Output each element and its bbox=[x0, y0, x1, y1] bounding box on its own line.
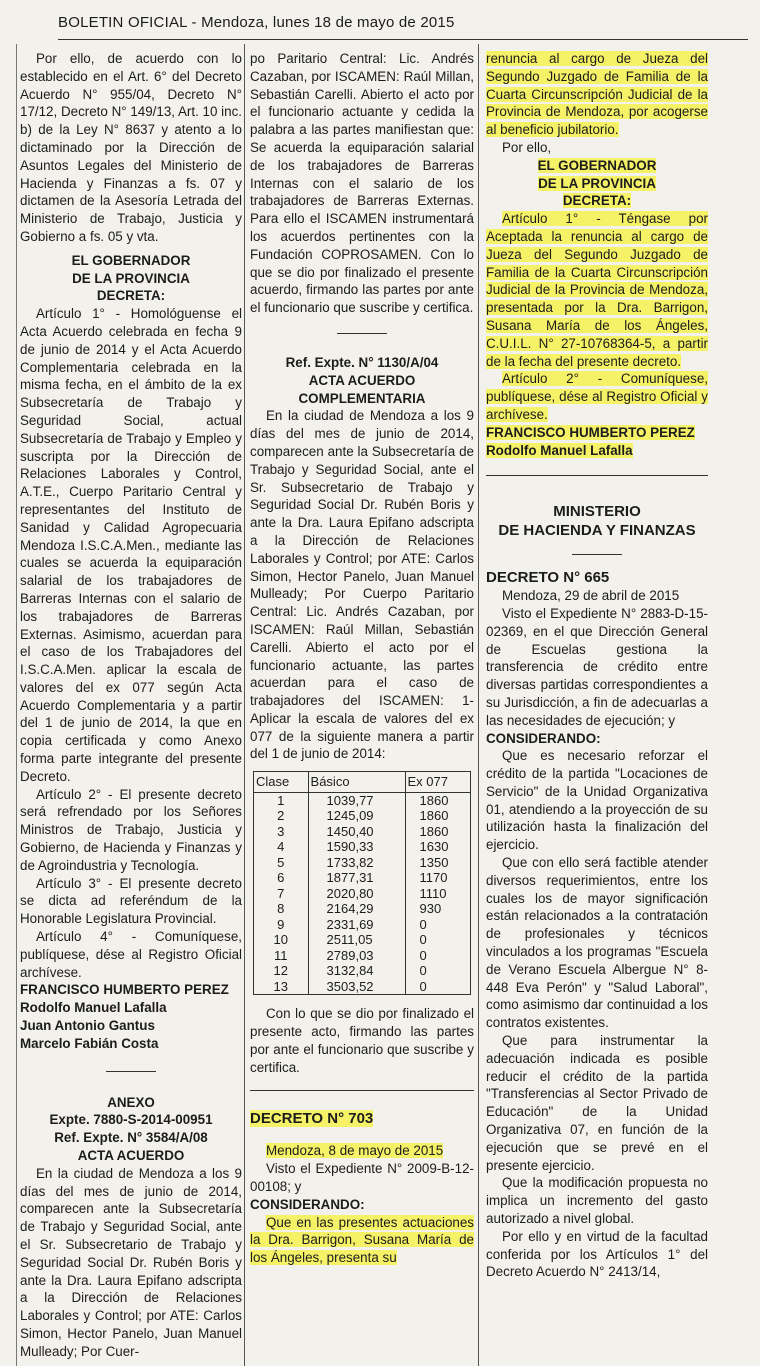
paragraph: renuncia al cargo de Jueza del Segundo Juzgado de Familia de la Cuarta Circunscripción Judicial de la Provincia de Mendoza, por acogerse al beneficio jubilatorio. bbox=[486, 51, 708, 138]
cell-ex077: 1110 bbox=[405, 886, 471, 902]
considerando-2: Que con ello será factible atender diversos requerimientos, entre los cuales los de mayor significación están relacionados a la contratación de profesionales y técnicos vinculados a los programas "Escuela de Verano Escuela Albergue N° 8-448 Eva Perón" y "Salud Laboral", como asimismo dar continuidad a los contratos existentes. bbox=[486, 855, 708, 1031]
cell-clase: 3 bbox=[277, 823, 285, 839]
heading-provincia: DE LA PROVINCIA bbox=[72, 270, 190, 286]
cell-basico: 2511,05 bbox=[308, 932, 405, 948]
column-3 bbox=[486, 50, 708, 1281]
table-body bbox=[254, 792, 471, 995]
decreto-703-title: DECRETO N° 703 bbox=[250, 1110, 374, 1128]
cell-basico: 2331,69 bbox=[308, 917, 405, 933]
cell-ex077: 1630 bbox=[405, 839, 471, 855]
cell-clase: 7 bbox=[277, 885, 285, 901]
table-row bbox=[254, 948, 471, 964]
article-1: Artículo 1° - Homológuense el Acta Acuerdo celebrada en fecha 9 de junio de 2014 y el Acta Acuerdo Complementaria celebrada en la misma fecha, en el ámbito de la ex Subsecretaría de Trabajo y Seguridad Social, actual Subsecretaría de Trabajo y Empleo y suscripta por la Dirección de Relaciones Laborales y Control, A.T.E., Cuerpo Paritario Central y representantes del Instituto de Sanidad y Calidad Agropecuaria Mendoza I.S.C.A.Men., mediante las cuales se acuerda la equiparación salarial de los trabajadores de Barreras Internas con el salario de los trabajadores de Barreras Externas. Asimismo, acuerdan para el caso de los Trabajadores del I.S.C.A.Men. aplicar la escala de valores del ex 077 según Acta Acuerdo Complementaria y a partir del 1 de junio de 2014, la que en copia certificada y como Anexo forma parte integrante del presente Decreto. bbox=[20, 306, 242, 784]
heading-decreta: DECRETA: bbox=[562, 193, 632, 209]
page-header: BOLETIN OFICIAL - Mendoza, lunes 18 de mayo de 2015 bbox=[58, 14, 748, 40]
cell-ex077: 930 bbox=[405, 901, 471, 917]
cell-basico: 2020,80 bbox=[308, 886, 405, 902]
decreto-665-title: DECRETO N° 665 bbox=[486, 569, 610, 587]
col-header-ex077: Ex 077 bbox=[405, 772, 471, 793]
signature-2: Rodolfo Manuel Lafalla bbox=[486, 442, 633, 458]
paragraph: po Paritario Central: Lic. Andrés Cazaban, por ISCAMEN: Raúl Millan, Sebastián Carelli. Abierto el acto por el funcionario actuante y cedida la palabra a las partes manifiestan que: Se acuerda la equiparación salarial de los trabajadores de Barreras Internas con el salario de los trabajadores de Barreras Externas. Para ello el ISCAMEN instrumentará los acuerdos pertinentes con la Fundación COPROSAMEN. Con lo que se dio por finalizado el presente acuerdo, firmando las partes por ante el funcionario que suscribe y certifica. bbox=[250, 51, 474, 316]
heading-expte: Expte. 7880-S-2014-00951 bbox=[49, 1112, 213, 1128]
cell-clase: 11 bbox=[274, 947, 288, 963]
cell-basico: 1877,31 bbox=[308, 870, 405, 886]
column-2 bbox=[250, 50, 474, 1267]
heading-ref: Ref. Expte. N° 1130/A/04 bbox=[285, 354, 439, 370]
cell-clase: 12 bbox=[273, 963, 288, 979]
separator bbox=[486, 475, 708, 476]
table-row bbox=[254, 917, 471, 933]
signature-1: FRANCISCO HUMBERTO PEREZ bbox=[486, 424, 695, 440]
signature-3: Juan Antonio Gantus bbox=[20, 1018, 155, 1034]
table-header-row bbox=[254, 772, 471, 793]
col-header-basico: Básico bbox=[308, 772, 405, 793]
article-2: Artículo 2° - Comuníquese, publíquese, dése al Registro Oficial y archívese. bbox=[486, 371, 708, 422]
considerando-5: Por ello y en virtud de la facultad conferida por los Artículos 1° del Decreto Acuerdo N° 2413/14, bbox=[486, 1228, 708, 1280]
article-2: Artículo 2° - El presente decreto será refrendado por los Señores Ministros de Trabajo, Justicia y Gobierno, de Hacienda y Finanzas y de Agroindustria y Tecnología. bbox=[20, 786, 242, 873]
cell-ex077: 0 bbox=[405, 917, 471, 933]
cell-clase: 1 bbox=[277, 792, 285, 808]
table-row bbox=[254, 901, 471, 917]
signature-4: Marcelo Fabián Costa bbox=[20, 1035, 159, 1051]
article-1: Artículo 1° - Téngase por Aceptada la renuncia al cargo de Jueza del Segundo Juzgado de Familia de la Cuarta Circunscripción Judicial de la Provincia de Mendoza, presentada por la Dra. Barrigon, Susana María de los Ángeles, C.U.I.L. N° 27-10768364-5, a partir de la fecha del presente decreto. bbox=[486, 211, 708, 369]
table-row bbox=[254, 979, 471, 995]
cell-basico: 1245,09 bbox=[308, 808, 405, 824]
heading-complementaria: COMPLEMENTARIA bbox=[298, 390, 426, 406]
table-row bbox=[254, 963, 471, 979]
cell-basico: 1039,77 bbox=[308, 792, 405, 808]
cell-basico: 1733,82 bbox=[308, 855, 405, 871]
heading-ref: Ref. Expte. N° 3584/A/08 bbox=[54, 1130, 208, 1146]
heading-acta: ACTA ACUERDO bbox=[308, 372, 416, 388]
table-row bbox=[254, 808, 471, 824]
table-row bbox=[254, 824, 471, 840]
considerando-3: Que para instrumentar la adecuación indicada es posible reducir el crédito de la partida "Transferencias al Sector Privado de Educación" de la Unidad Organizativa 07, en función de la ejecución que se prevé en el presente ejercicio. bbox=[486, 1033, 708, 1173]
column-1 bbox=[20, 50, 242, 1361]
heading-gobernador: EL GOBERNADOR bbox=[71, 252, 191, 268]
col-header-clase: Clase bbox=[254, 772, 309, 793]
separator bbox=[106, 1071, 156, 1072]
cell-ex077: 0 bbox=[405, 963, 471, 979]
cell-ex077: 0 bbox=[405, 979, 471, 995]
cell-ex077: 1860 bbox=[405, 808, 471, 824]
cell-clase: 6 bbox=[277, 870, 285, 886]
heading-gobernador: EL GOBERNADOR bbox=[537, 157, 657, 173]
table-row bbox=[254, 932, 471, 948]
paragraph: En la ciudad de Mendoza a los 9 días del mes de junio de 2014, comparecen ante la Subsecretaría de Trabajo y Seguridad Social, ante el Sr. Subsecretario de Trabajo y Seguridad Social Dr. Rubén Boris y ante la Dra. Laura Epifano adscripta a la Dirección de Relaciones Laborales y Control; por ATE: Carlos Simon, Hector Panelo, Juan Manuel Mulleady; Por Cuer- bbox=[20, 1165, 242, 1359]
paragraph: En la ciudad de Mendoza a los 9 días del mes de junio de 2014, comparecen ante la Subsecretaría de Trabajo y Seguridad Social, ante el Sr. Subsecretario de Trabajo y Seguridad Social Dr. Rubén Boris y ante la Dra. Laura Epifano adscripta a la Dirección de Relaciones Laborales y Control; por ATE: Carlos Simon, Hector Panelo, Juan Manuel Mulleady; Por Cuerpo Paritario Central: Lic. Andrés Cazaban, por ISCAMEN: Raúl Millan, Sebastián Carelli. Abierto el acto por el funcionario actuante, las partes acuerdan para el caso de trabajadores del ISCAMEN: 1- Aplicar la escala de valores del ex 077 de la siguiente manera a partir del 1 de junio de 2014: bbox=[250, 408, 474, 762]
heading-ministerio: MINISTERIO bbox=[553, 503, 641, 521]
signature-2: Rodolfo Manuel Lafalla bbox=[20, 1000, 167, 1016]
signature-1: FRANCISCO HUMBERTO PEREZ bbox=[20, 982, 229, 998]
cell-ex077: 0 bbox=[405, 932, 471, 948]
visto: Visto el Expediente N° 2009-B-12-00108; y bbox=[250, 1161, 474, 1195]
cell-clase: 8 bbox=[277, 901, 285, 917]
heading-hacienda: DE HACIENDA Y FINANZAS bbox=[498, 522, 696, 540]
table-row bbox=[254, 855, 471, 871]
article-3: Artículo 3° - El presente decreto se dicta ad referéndum de la Honorable Legislatura Provincial. bbox=[20, 875, 242, 927]
considerando-4: Que la modificación propuesta no implica un incremento del gasto autorizado a nivel global. bbox=[486, 1175, 708, 1227]
considerando-1: Que es necesario reforzar el crédito de la partida "Locaciones de Servicio" de la Unidad Organizativa 01, atendiendo a la proyección de su utilización hasta la finalización del ejercicio. bbox=[486, 748, 708, 853]
cell-basico: 3132,84 bbox=[308, 963, 405, 979]
paragraph: Con lo que se dio por finalizado el presente acto, firmando las partes por ante el funcionario que suscribe y certifica. bbox=[250, 1006, 474, 1075]
cell-ex077: 0 bbox=[405, 948, 471, 964]
heading-anexo: ANEXO bbox=[107, 1094, 155, 1110]
heading-considerando: CONSIDERANDO: bbox=[250, 1196, 365, 1212]
column-divider-2 bbox=[478, 44, 479, 1366]
heading-provincia: DE LA PROVINCIA bbox=[538, 175, 656, 191]
date: Mendoza, 29 de abril de 2015 bbox=[502, 588, 680, 604]
cell-clase: 2 bbox=[277, 808, 285, 824]
cell-ex077: 1350 bbox=[405, 855, 471, 871]
separator bbox=[572, 554, 622, 555]
cell-basico: 1590,33 bbox=[308, 839, 405, 855]
table-row bbox=[254, 886, 471, 902]
left-edge-rule bbox=[16, 44, 17, 1366]
heading-considerando: CONSIDERANDO: bbox=[486, 730, 601, 746]
paragraph: Por ello, de acuerdo con lo establecido en el Art. 6° del Decreto Acuerdo N° 955/04, Decreto N° 17/12, Decreto N° 149/13, Art. 10 inc. b) de la Ley N° 8637 y atento a lo dictaminado por la Dirección de Asuntos Legales del Ministerio de Hacienda y Finanzas a fs. 07 y dictamen de la Asesoría Letrada del Ministerio de Trabajo, Justicia y Gobierno a fs. 05 y vta. bbox=[20, 51, 242, 244]
date: Mendoza, 8 de mayo de 2015 bbox=[266, 1143, 444, 1159]
cell-ex077: 1170 bbox=[405, 870, 471, 886]
heading-acta: ACTA ACUERDO bbox=[77, 1148, 185, 1164]
cell-basico: 2164,29 bbox=[308, 901, 405, 917]
cell-basico: 3503,52 bbox=[308, 979, 405, 995]
table-row bbox=[254, 870, 471, 886]
por-ello: Por ello, bbox=[502, 139, 552, 155]
cell-basico: 1450,40 bbox=[308, 824, 405, 840]
cell-clase: 5 bbox=[277, 854, 285, 870]
cell-ex077: 1860 bbox=[405, 824, 471, 840]
paragraph: Que en las presentes actuaciones la Dra. Barrigon, Susana María de los Ángeles, presenta su bbox=[250, 1214, 474, 1266]
heading-decreta: DECRETA: bbox=[96, 288, 166, 304]
separator bbox=[337, 333, 387, 334]
salary-table bbox=[253, 771, 471, 995]
visto: Visto el Expediente N° 2883-D-15-02369, en el que Dirección General de Escuelas gestiona la transferencia de crédito entre diversas partidas correspondientes a su Jurisdicción, a fin de adecuarlas a las necesidades de ejecución; y bbox=[486, 605, 708, 728]
cell-basico: 2789,03 bbox=[308, 948, 405, 964]
table-row bbox=[254, 839, 471, 855]
cell-ex077: 1860 bbox=[405, 792, 471, 808]
cell-clase: 13 bbox=[273, 978, 288, 994]
column-divider-1 bbox=[244, 44, 245, 1366]
cell-clase: 10 bbox=[273, 932, 288, 948]
cell-clase: 9 bbox=[277, 916, 285, 932]
table-row bbox=[254, 792, 471, 808]
cell-clase: 4 bbox=[277, 839, 285, 855]
separator bbox=[250, 1090, 474, 1091]
article-4: Artículo 4° - Comuníquese, publíquese, dése al Registro Oficial archívese. bbox=[20, 929, 242, 980]
